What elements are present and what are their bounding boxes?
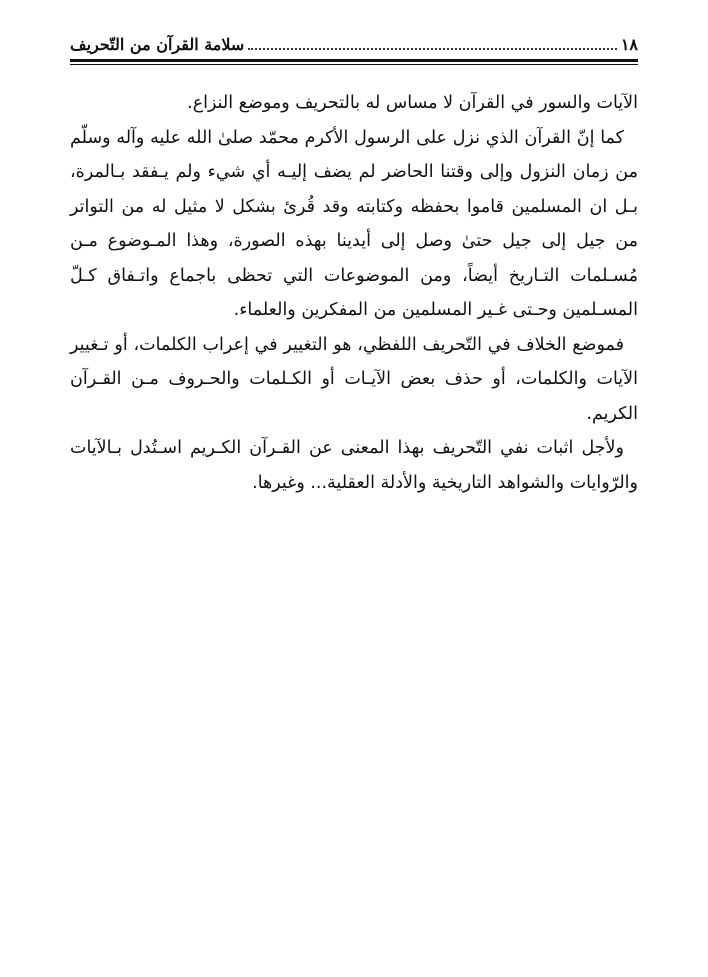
body-text — [70, 86, 638, 500]
paragraph: فموضع الخلاف في التّحريف اللفظي، هو التغيير في إعراب الكلمات، أو تـغيير الآيات والكلمات، أو حذف بعض الآيـات أو الكـلمات والحـروف مـن القـرآن الكريم. — [70, 334, 638, 424]
header-rule-thin — [70, 64, 638, 65]
header-rule-thick — [70, 59, 638, 62]
running-title: سلامة القرآن من التّحريف — [70, 35, 245, 54]
dotted-leader — [248, 48, 616, 50]
paragraph: ولأجل اثبات نفي التّحريف بهذا المعنى عن القـرآن الكـريم اسـتُدل بـالآيات والرّوايات والشواهد التاريخية والأدلة العقلية... وغيرها. — [70, 438, 638, 493]
paragraph: كما إنّ القرآن الذي نزل على الرسول الأكرم محمّد صلىٰ الله عليه وآله وسلّم من زمان النزول وإلى وقتنا الحاضر لم يضف إليـه أي شيء ولم يـفقد بـالمرة، بـل ان المسلمين قاموا بحفظه وكتابته وقد قُرئ بشكل لا مثيل له من التواتر من جيل إلى جيل حتىٰ وصل إلى أيدينا بهذه الصورة، وهذا المـوضوع مـن مُسـلمات التـاريخ أيضاً، ومن الموضوعات التي تحظى باجماع واتـفاق كـلّ المسـلمين وحـتى غـير المسلمين من المفكرين والعلماء. — [70, 127, 638, 320]
running-head — [70, 30, 638, 56]
paragraph-continuation: الآيات والسور في القرآن لا مساس له بالتحريف وموضع النزاع. — [187, 93, 638, 113]
page-number: ١٨ — [620, 35, 638, 54]
